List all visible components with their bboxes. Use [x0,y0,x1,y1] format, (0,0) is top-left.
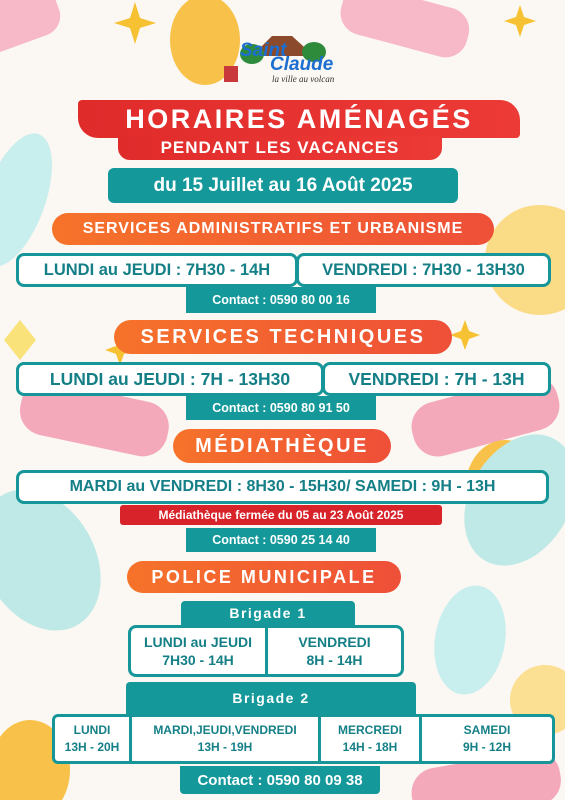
brigade1-hours: 8H - 14H [306,652,363,668]
brigade2-cell-tue-thu-fri [129,714,321,764]
tech-section-title [114,320,452,354]
brigade2-table [52,714,555,764]
media-contact-text: Contact : 0590 25 14 40 [212,533,350,547]
media-closure-notice [120,505,442,525]
brigade2-label-text: Brigade 2 [232,690,310,706]
brigade1-cell-fri [265,625,404,677]
tech-hours-mon-thu [16,362,324,396]
media-contact [186,528,376,552]
admin-contact [186,287,376,313]
tech-title: SERVICES TECHNIQUES [140,325,426,348]
tech-hours-fri-text: VENDREDI : 7H - 13H [348,368,525,389]
tech-hours-fri [322,362,551,396]
popsicle-icon [336,0,475,62]
media-section-title [173,429,391,463]
date-range-banner [108,168,458,203]
brigade2-day: MARDI,JEUDI,VENDREDI [153,723,297,737]
police-contact-text: Contact : 0590 80 09 38 [197,771,363,789]
media-hours-text: MARDI au VENDREDI : 8H30 - 15H30/ SAMEDI : 9H - 13H [69,478,496,495]
brigade2-hours: 13H - 19H [197,740,253,754]
admin-title: SERVICES ADMINISTRATIFS ET URBANISME [82,220,464,237]
brigade1-hours: 7H30 - 14H [162,652,234,668]
brigade2-label [126,682,416,714]
admin-hours-mon-thu [16,253,298,287]
logo-tagline: la ville au volcan [272,74,335,84]
admin-hours-mon-thu-text: LUNDI au JEUDI : 7H30 - 14H [43,260,271,279]
police-section-title [127,561,401,593]
brigade2-day: SAMEDI [463,723,511,737]
tech-hours-mon-thu-text: LUNDI au JEUDI : 7H - 13H30 [49,368,291,389]
date-range: du 15 Juillet au 16 Août 2025 [153,174,413,196]
subtitle-banner [118,136,442,160]
brigade2-cell-sat [419,714,555,764]
brigade2-day: MERCREDI [337,723,402,737]
media-hours [16,470,549,504]
star-icon [114,2,156,44]
brigade1-table [128,625,404,677]
page-title: HORAIRES AMÉNAGÉS [125,103,473,134]
logo [222,28,342,88]
logo-name-top: Saint [240,40,287,61]
admin-hours-fri [296,253,551,287]
admin-contact-text: Contact : 0590 80 00 16 [212,293,350,307]
page-subtitle: PENDANT LES VACANCES [160,138,400,157]
brigade1-cell-mon-thu [128,625,268,677]
tech-contact [186,396,376,420]
admin-section-title [52,213,494,245]
tech-contact-text: Contact : 0590 80 91 50 [212,401,350,415]
brigade2-day: LUNDI [73,723,111,737]
police-title: POLICE MUNICIPALE [151,566,377,587]
admin-hours-fri-text: VENDREDI : 7H30 - 13H30 [322,260,525,279]
brigade1-label [181,601,355,625]
brigade2-cell-wed [318,714,422,764]
star-icon [4,320,36,360]
media-title: MÉDIATHÈQUE [195,434,369,457]
brigade2-hours: 9H - 12H [462,740,512,754]
star-icon [450,320,480,350]
brigade1-day: LUNDI au JEUDI [143,634,253,650]
leaf-icon [426,580,514,700]
title-banner [78,100,520,138]
media-closure-notice-text: Médiathèque fermée du 05 au 23 Août 2025 [158,508,404,522]
logo-name-bottom: Claude [270,54,334,75]
popsicle-icon [0,0,66,59]
police-contact [180,766,380,794]
brigade1-label-text: Brigade 1 [229,605,307,621]
brigade2-hours: 13H - 20H [64,740,120,754]
brigade2-cell-mon [52,714,132,764]
brigade2-hours: 14H - 18H [342,740,398,754]
star-icon [504,5,536,37]
brigade1-day: VENDREDI [298,634,371,650]
